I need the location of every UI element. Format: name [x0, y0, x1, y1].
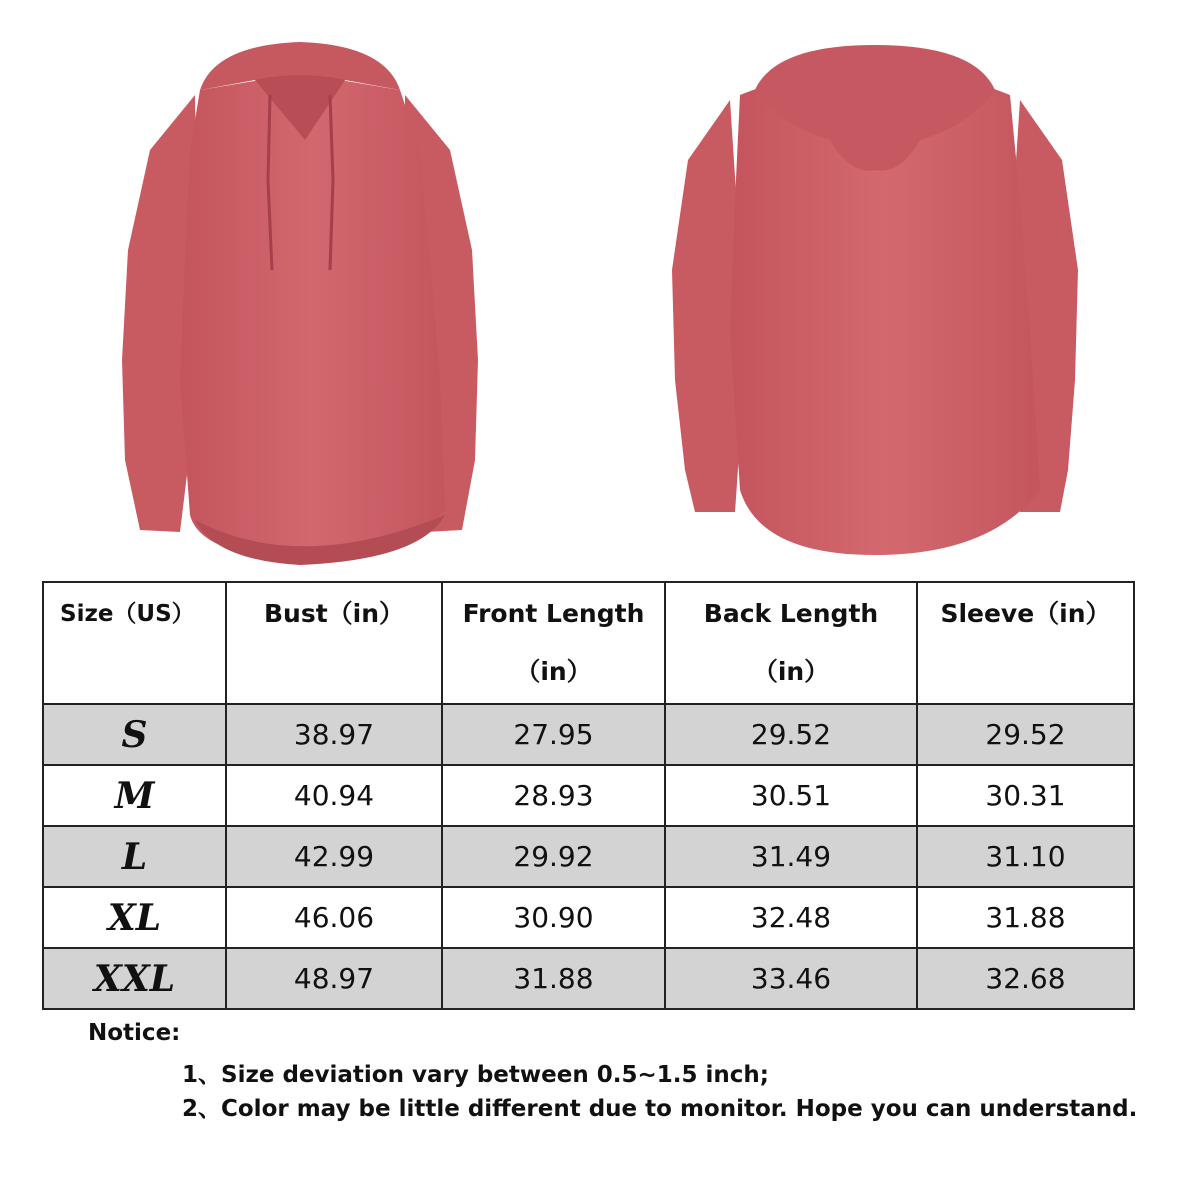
size-cell: XL	[43, 887, 226, 948]
header-back-length: Back Length （in）	[665, 582, 917, 704]
table-row	[43, 887, 1134, 948]
product-photos	[0, 0, 1200, 575]
size-chart-table	[42, 581, 1135, 1010]
front-length-cell: 27.95	[442, 704, 665, 765]
front-length-cell: 31.88	[442, 948, 665, 1009]
front-length-cell: 28.93	[442, 765, 665, 826]
size-cell: L	[43, 826, 226, 887]
table-row	[43, 765, 1134, 826]
bust-cell: 42.99	[226, 826, 442, 887]
header-bust: Bust（in）	[226, 582, 442, 704]
hoodie-front-photo	[0, 0, 600, 575]
notice-title: Notice:	[88, 1020, 181, 1046]
header-size: Size（US）	[43, 582, 226, 704]
back-length-cell: 30.51	[665, 765, 917, 826]
size-cell: XXL	[43, 948, 226, 1009]
front-length-cell: 29.92	[442, 826, 665, 887]
size-cell: M	[43, 765, 226, 826]
sleeve-cell: 31.10	[917, 826, 1134, 887]
bust-cell: 48.97	[226, 948, 442, 1009]
table-row	[43, 948, 1134, 1009]
front-length-cell: 30.90	[442, 887, 665, 948]
back-length-cell: 32.48	[665, 887, 917, 948]
bust-cell: 38.97	[226, 704, 442, 765]
sleeve-cell: 31.88	[917, 887, 1134, 948]
table-header-row	[43, 582, 1134, 704]
back-length-cell: 33.46	[665, 948, 917, 1009]
back-length-cell: 29.52	[665, 704, 917, 765]
header-sleeve: Sleeve（in）	[917, 582, 1134, 704]
header-front-length: Front Length （in）	[442, 582, 665, 704]
table-row	[43, 704, 1134, 765]
bust-cell: 46.06	[226, 887, 442, 948]
table-row	[43, 826, 1134, 887]
notice-item: 1、Size deviation vary between 0.5~1.5 inch;	[182, 1062, 769, 1088]
size-cell: S	[43, 704, 226, 765]
notice-item: 2、Color may be little different due to monitor. Hope you can understand.	[182, 1096, 1138, 1122]
hoodie-back-photo	[600, 0, 1200, 575]
sleeve-cell: 32.68	[917, 948, 1134, 1009]
sleeve-cell: 29.52	[917, 704, 1134, 765]
bust-cell: 40.94	[226, 765, 442, 826]
back-length-cell: 31.49	[665, 826, 917, 887]
sleeve-cell: 30.31	[917, 765, 1134, 826]
